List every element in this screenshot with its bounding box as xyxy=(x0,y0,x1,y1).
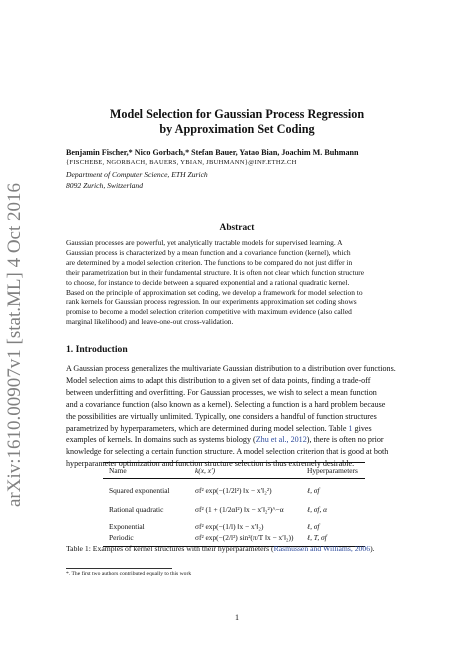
footnote-rule xyxy=(66,568,172,569)
table-top-rule xyxy=(103,462,365,463)
table-header-hyperparameters: Hyperparameters xyxy=(307,466,358,475)
title-line-1: Model Selection for Gaussian Process Regression xyxy=(109,107,365,121)
caption-text: ). xyxy=(370,544,375,553)
citation-link-rasmussen[interactable]: Rasmussen and Williams, 2006 xyxy=(273,544,371,553)
introduction-body xyxy=(66,363,408,470)
affiliation-department: Department of Computer Science, ETH Zurich xyxy=(66,170,208,179)
intro-text: parametrized by hyperparameters, which are determined during model selection. Table xyxy=(66,423,349,433)
table-cell-name: Periodic xyxy=(109,533,134,542)
citation-link-zhu[interactable]: Zhu et al., 2012 xyxy=(255,435,307,445)
table-cell-kernel: σf² exp(−(1/2l²) ‖x − x′‖₂²) xyxy=(195,486,272,495)
abstract-line: rank kernels for Gaussian process regression. In our experiments approximation set coding shows xyxy=(66,297,357,307)
table-cell-hyperparameters: ℓ, σf xyxy=(307,486,320,495)
intro-line: Model selection aims to adapt this distribution to a given set of data points, finding a trade-off xyxy=(66,375,371,385)
table-cell-hyperparameters: ℓ, T, σf xyxy=(307,533,327,542)
abstract-line: Gaussian processes are powerful, yet analytically tractable models for supervised learning. A xyxy=(66,238,343,247)
affiliation-city: 8092 Zurich, Switzerland xyxy=(66,181,143,190)
intro-line: A Gaussian process generalizes the multivariate Gaussian distribution to a distribution over functions. xyxy=(66,364,396,373)
abstract-line: their parametrization but in their fundamental structure. It is often not clear which function structure xyxy=(66,267,365,277)
caption-text: Table 1: Examples of kernel structures with their hyperparameters ( xyxy=(66,544,274,553)
intro-line: knowledge for selecting a certain function structure. A model selection criterion that is good at both xyxy=(66,447,389,457)
abstract-body xyxy=(66,238,408,327)
abstract-line: Based on the principle of approximation set coding, we develop a framework for model selection to xyxy=(66,287,363,297)
intro-text: examples of kernels. In domains such as systems biology ( xyxy=(66,435,256,445)
table-cell-hyperparameters: ℓ, σf xyxy=(307,522,320,531)
arxiv-id: arXiv:1610.00907v1 [stat.ML] 4 Oct 2016 xyxy=(4,182,25,508)
table-cell-kernel: σf² (1 + (1/2αl²) ‖x − x′‖₂²)^−α xyxy=(195,505,284,514)
intro-text: gives xyxy=(352,423,372,433)
abstract-heading: Abstract xyxy=(219,223,255,233)
abstract-line: promise to become a model selection criterion competitive with maximum evidence (also called xyxy=(66,307,352,317)
table-cell-kernel: σf² exp(−(1/l) ‖x − x′‖₂) xyxy=(195,522,264,531)
abstract-line: Gaussian process is characterized by a mean function and a covariance function (kernel), which xyxy=(66,247,351,257)
footnote: *. The first two authors contributed equally to this work xyxy=(66,571,192,577)
table-reference-link[interactable]: 1 xyxy=(348,423,353,433)
table-cell-name: Squared exponential xyxy=(109,486,170,495)
author-list: Benjamin Fischer,* Nico Gorbach,* Stefan Bauer, Yatao Bian, Joachim M. Buhmann xyxy=(66,148,359,157)
table-cell-kernel: σf² exp(−(2/l²) sin²(π/T ‖x − x′‖₂)) xyxy=(195,533,294,542)
table-mid-rule xyxy=(103,478,365,479)
abstract-line: are determined by a model selection criterion. The functions to be compared do not just differ in xyxy=(66,257,353,267)
intro-line xyxy=(66,434,408,446)
arxiv-sidebar xyxy=(2,180,28,510)
table-header-name: Name xyxy=(109,466,127,475)
title-line-2: by Approximation Set Coding xyxy=(159,122,315,136)
intro-line: and a covariance function (also known as a kernel). Selecting a function is a hard problem because xyxy=(66,399,386,409)
table-cell-name: Rational quadratic xyxy=(109,505,164,514)
intro-line xyxy=(66,423,408,435)
author-emails: {FISCHEBE, NGORBACH, BAUERS, YBIAN, JBUHMANN}@INF.ETHZ.CH xyxy=(66,159,297,166)
table-cell-name: Exponential xyxy=(109,522,145,531)
abstract-line: to choose, for instance to decide between a squared exponential and a rational quadratic kernel. xyxy=(66,277,350,287)
table-header-kernel: k(x, x′) xyxy=(195,466,216,475)
table-caption xyxy=(66,544,375,553)
table-cell-hyperparameters: ℓ, σf, α xyxy=(307,505,328,514)
abstract-line: marginal likelihood) and leave-one-out cross-validation. xyxy=(66,317,234,327)
page-number: 1 xyxy=(234,613,240,622)
intro-line: hyperparameter optimization and function structure selection is thus extremely desirable. xyxy=(66,459,355,469)
intro-text: ), there is often no prior xyxy=(306,435,384,445)
paper-title xyxy=(66,107,408,137)
intro-line: the possibilities are virtually unlimited. Typically, one considers a handful of function structures xyxy=(66,411,377,421)
intro-line: between underfitting and overfitting. For Gaussian processes, we wish to select a mean function xyxy=(66,387,377,397)
section-heading-introduction: 1. Introduction xyxy=(66,344,128,355)
